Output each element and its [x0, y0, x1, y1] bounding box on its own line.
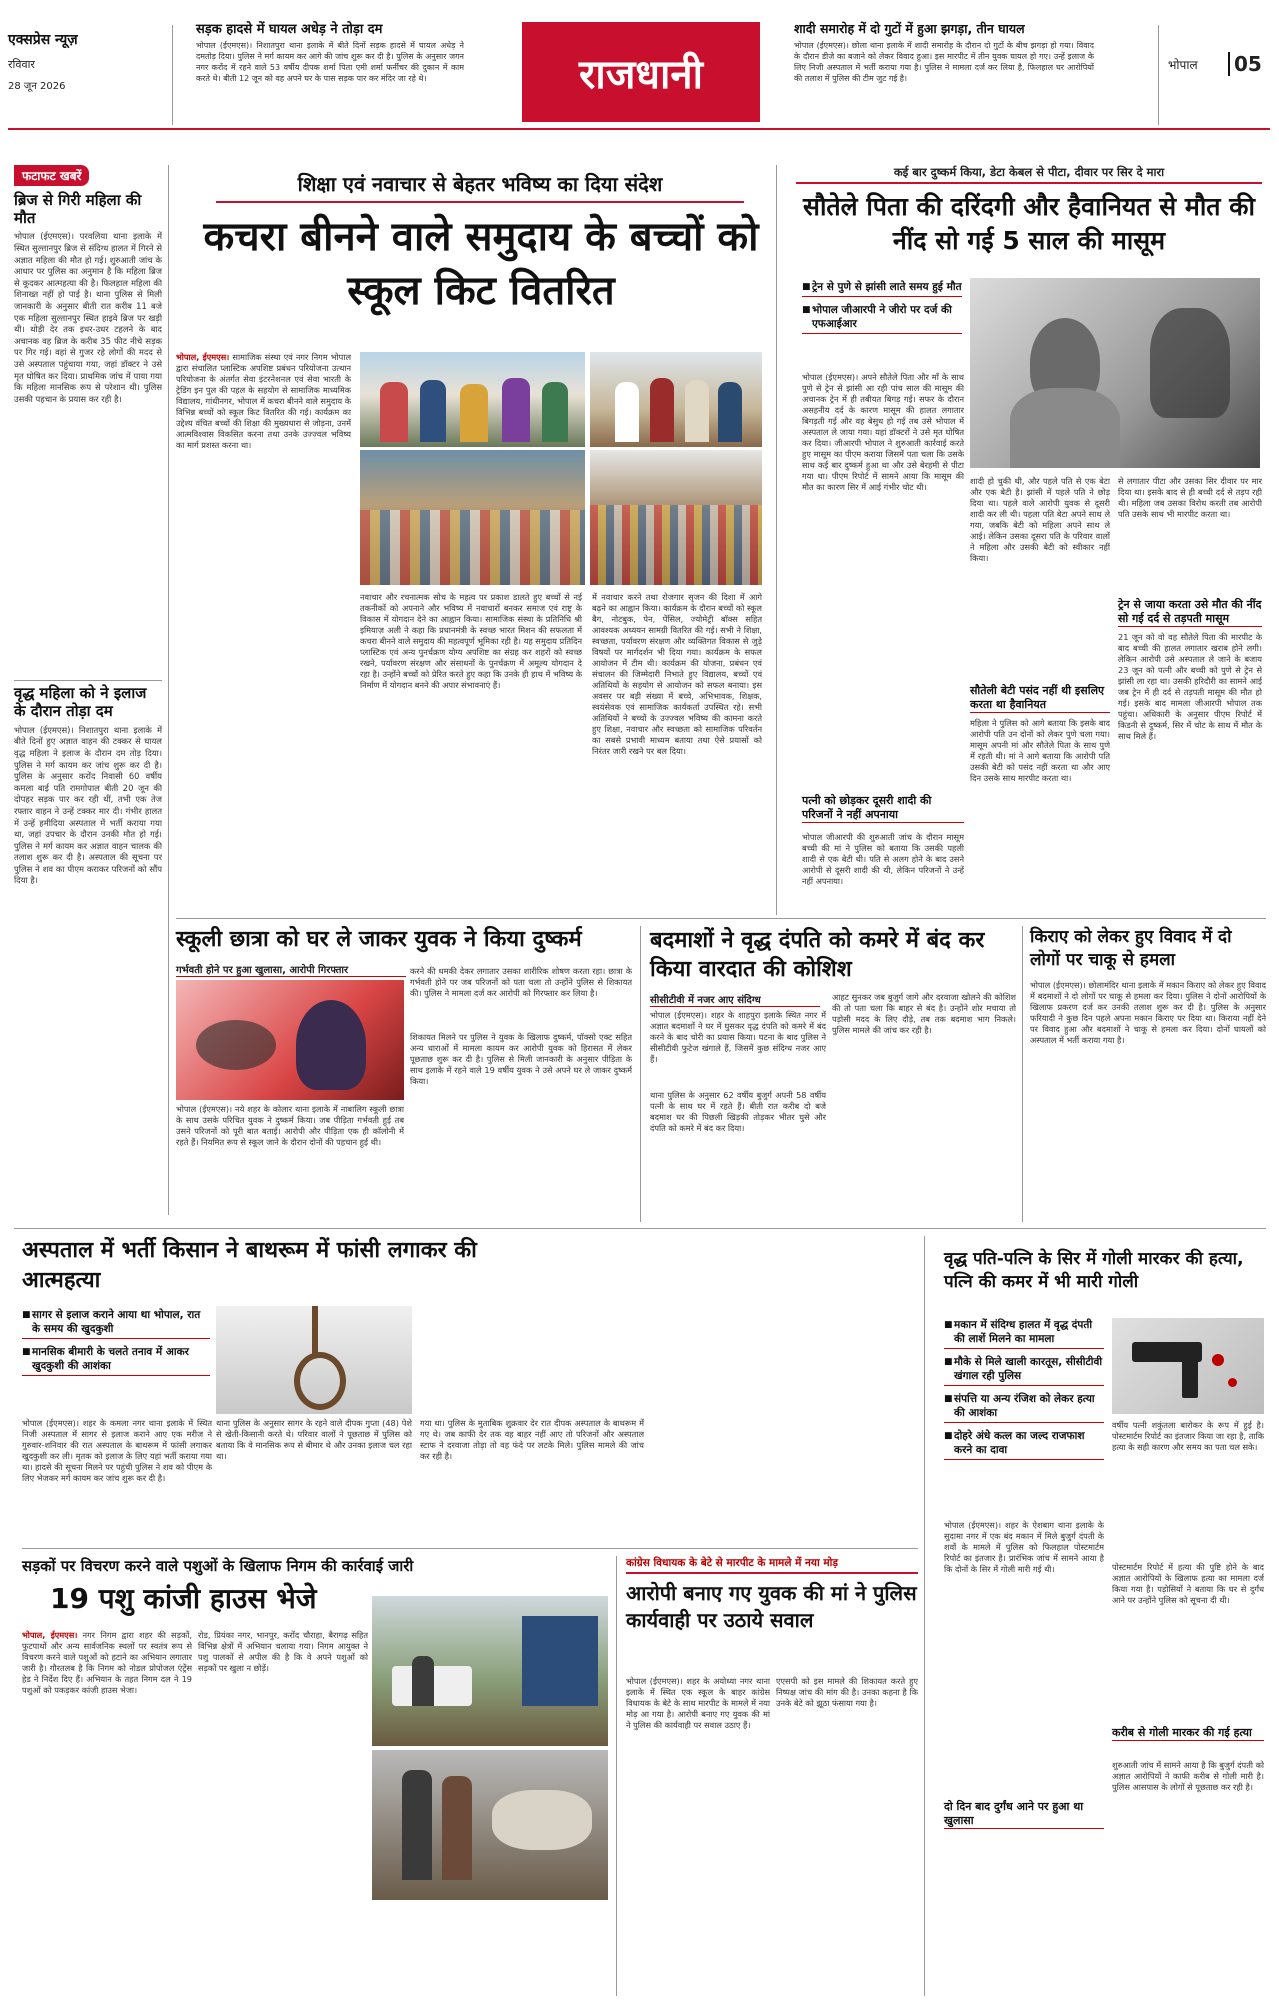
cattle-dateline: भोपाल, ईएमएस।: [22, 1630, 78, 1640]
cattle-photo-cow: [372, 1750, 608, 1900]
section-banner: [522, 22, 760, 122]
top-right-body: भोपाल (ईएमएस)। छोला थाना इलाके में शादी समारोह के दौरान दो गुटों के बीच झगड़ा हो गया। विवाद के दौरान डीजे का बजाने को लेकर विवाद हुआ। इस मारपीट में तीन युवक घायल हो गए। उन्हें इलाज के लिए निजी अस्पताल में भर्ती कराया गया है। पुलिस ने मामला दर्ज कर लिया है, फिलहाल घर आरोपियों की तलाश में पुलिस की टीम जुट गई है।: [794, 40, 1094, 83]
cattle-headline: सड़कों पर विचरण करने वाले पशुओं के खिलाफ निगम की कार्रवाई जारी: [22, 1557, 414, 1575]
student-body2: करने की धमकी देकर लगातार उसका शारीरिक शोषण करता रहा। छात्रा के गर्भवती होने पर जब परिजनों को पता चला तो उन्होंने पुलिस से शिकायत की। पुलिस ने मामला दर्ज कर आरोपी को गिरफ्तार कर लिया है।: [410, 966, 632, 998]
abuse-body3: भोपाल जीआरपी की शुरुआती जांच के दौरान मासूम बच्ची की मां ने पुलिस को बताया कि उसकी पहली शादी से एक बेटी थी। पति से अलग होने के बाद उसने आरोपी से दूसरी शादी की थी, लेकिन परिजनों ने उन्हें नहीं अपनाया।: [802, 832, 964, 886]
top-right-story: [794, 22, 1094, 122]
farmer-body1: भोपाल (ईएमएस)। शहर के कमला नगर थाना इलाके में स्थित निजी अस्पताल में सागर से इलाज कराने आए एक मरीज ने गुरुवार-शनिवार की रात अस्पताल के बाथरूम में फांसी लगाकर खुदकुशी कर ली। मृतक को इलाज के लिए यहां भर्ती कराया गया था। हादसे की सूचना मिलने पर पहुंची पुलिस ने शव को पीएम के लिए भेजकर मर्ग कायम कर जांच शुरू कर दी है।: [22, 1418, 212, 1483]
abuse-headline: सौतेले पिता की दरिंदगी और हैवानियत से मौत की नींद सो गई 5 साल की मासूम: [803, 192, 1255, 255]
lead-body-col2b: नवाचार और रचनात्मक सोच के महत्व पर प्रकाश डालते हुए बच्चों से नई तकनीकों को अपनाने और भविष्य में नवाचारों बनकर समाज एवं राष्ट्र के विकास में योगदान देने का आह्वान किया। सामाजिक संस्था के प्रतिनिधि श्री इमियाज़ अली ने कहा कि प्रधानमंत्री के स्वच्छ भारत मिशन की सफलता में कचरा बीनने वाले समुदाय की महत्वपूर्ण भूमिका रही है। यह समुदाय प्रतिदिन प्लास्टिक एवं अन्य पुनर्चक्रण योग्य अपशिष्ट का संग्रह कर शहरों को स्वच्छ रखने, पर्यावरण संरक्षण और संसाधनों के पुनर्चक्रण में अमूल्य योगदान दे रहा है। उन्होंने बच्चों को प्रेरित करते हुए कहा कि उनके ही हाथ में भविष्य के निर्माण में योगदान बनने की अपार संभावनाएं हैं।: [360, 592, 582, 690]
elderly-body2: थाना पुलिस के अनुसार 62 वर्षीय बुजुर्ग अपनी 58 वर्षीय पत्नी के साथ घर में रहते हैं। बीती रात करीब दो बजे बदमाश घर की पिछली खिड़की तोड़कर भीतर घुसे और दंपति को कमरे में बंद कर दिया।: [650, 1090, 826, 1133]
rent-body: भोपाल (ईएमएस)। छोलामंदिर थाना इलाके में मकान किराए को लेकर हुए विवाद में बदमाशों ने दो लोगों पर चाकू से हमला कर दिया। पुलिस ने दोनों आरोपियों के खिलाफ प्रकरण दर्ज कर उनकी तलाश शुरू कर दी है। पुलिस के अनुसार फरियादी ने कुछ दिन पहले अपना मकान किराए पर दिया था। किराया नहीं देने पर विवाद हुआ और बदमाशों ने चाकू से हमला कर दिया। दोनों घायलों को अस्पताल में भर्ती कराया गया है।: [1030, 980, 1266, 1045]
abuse-bullet-1: ■ ट्रेन से पुणे से झांसी लाते समय हुई मौत: [802, 280, 962, 297]
abuse-body7: 21 जून को वो वह सौतेले पिता की मारपीट के बाद बच्ची की हालत लगातार खराब होने लगी। लेकिन आरोपी उसे अस्पताल ले जाने के बजाय 23 जून को पत्नी और बच्ची को पुणे से ट्रेन से झांसी ला रहा था। उसकी हरिदौरी का सामने आई जब ट्रेन में ही दर्द से तड़पती मासूम की मौत हो गई। इसके बाद मामला जीआरपी भोपाल तक पहुंचा। अधिकारी के अनुसार पीएम रिपोर्ट में किडनी से दुष्कर्म, सिर में चोट के साथ में मौत के साथ मिले हैं।: [1118, 632, 1262, 741]
abuse-pull-3: ट्रेन से जाया करता उसे मौत की नींद सो गई दर्द से तड़पती मासूम: [1118, 598, 1262, 625]
cattle-body1: नगर निगम द्वारा शहर की सड़कों, फुटपाथों और अन्य सार्वजनिक स्थलों पर स्वतंत्र रूप से विचरण करने वाले पशुओं को हटाने का अभियान लगातार जारी है। गौरतलब है कि निगम को नोडल प्रोपोजल एंट्रेंस हेड ने निर्देश दिए हैं। अभियान के तहत निगम दल ने 19 पशुओं को पकड़कर कांजी हाउस भेजा।: [22, 1630, 192, 1695]
abuse-body5: शादी हो चुकी थी, और पहले पति से एक बेटा और एक बेटी है। झांसी में पहले पति ने छोड़ दिया था। पहले वाले आरोपी युवक से दूसरी शादी कर ली थी। पहला पति बेटा अपने साथ ले गया, जबकि बेटी को महिला अपने साथ ले आई। लेकिन उसका दूसरा पति के परिवार वालों ने महिला और उसकी बेटी को स्वीकार नहीं किया।: [970, 476, 1110, 563]
couple-bullet-1: ■ मकान में संदिग्ध हालत में वृद्ध दंपती की लाशें मिलने का मामला: [944, 1318, 1104, 1349]
top-left-body: भोपाल (ईएमएस)। निशातपुरा थाना इलाके में बीते दिनों सड़क हादसे में घायल अधेड़ ने दमतोड़ दिया। पुलिस ने मर्ग कायम कर आगे की जांच शुरू कर दी है। पुलिस के अनुसार जगन नगर करोंद में रहने वाले 53 वर्षीय दीपक शर्मा पिता एमी शर्मा फर्नीचर की दुकान में काम करते थे। बीती 12 जून को वह अपने घर के पास सड़क पार कर मंदिर जा रहे थे।: [196, 41, 464, 84]
elderly-kicker: सीसीटीवी में नजर आए संदिग्ध: [650, 992, 820, 1007]
farmer-photo-noose: [216, 1306, 412, 1414]
couple-pull-2: करीब से गोली मारकर की गई हत्या: [1112, 1726, 1264, 1741]
fatafat-story2-body: भोपाल (ईएमएस)। निशातपुरा थाना इलाके में बीते दिनों हुए अज्ञात वाहन की टक्कर से घायल वृद्ध महिला ने इलाज के दौरान दम तोड़ दिया। पुलिस ने मर्ग कायम कर जांच शुरू कर दी है। पुलिस के अनुसार करोंद निवासी 60 वर्षीय कमला बाई पति रामगोपाल बीती 20 जून की दोपहर सड़क पार कर रही थीं, तभी एक तेज रफ्तार वाहन ने उन्हें टक्कर मार दी। गंभीर हालत में उन्हें हमीदिया अस्पताल में भर्ती कराया गया था, जहां उपचार के दौरान उनकी मौत हो गई। पुलिस ने मर्ग कायम कर अज्ञात वाहन चालक की तलाश शुरू कर दी है। अस्पताल की सूचना पर पुलिस ने शव का पीएम कराकर परिजनों को सौंप दिया है।: [14, 724, 162, 886]
elderly-body3: आहट सुनकर जब बुजुर्ग जागे और दरवाजा खोलने की कोशिश की तो पता चला कि बाहर से बंद है। उन्होंने शोर मचाया तो पड़ोसी मदद के लिए दौड़े, तब तक बदमाश भाग निकले। पुलिस मामले की जांच कर रही है।: [832, 992, 1016, 1035]
couple-bullets: [944, 1318, 1104, 1466]
elderly-body1: भोपाल (ईएमएस)। शहर के शाहपुरा इलाके स्थित नगर में अज्ञात बदमाशों ने घर में घुसकर वृद्ध दंपति को कमरे में बंद करने के बाद चोरी का प्रयास किया। घटना के बाद पुलिस ने सीसीटीवी फुटेज खंगाले हैं, जिसमें कुछ संदिग्ध नजर आए हैं।: [650, 1010, 826, 1064]
section-title: राजधानी: [579, 51, 703, 98]
lead-photo-crowd: [590, 450, 762, 585]
lead-photo-stage: [590, 352, 762, 447]
cattle-subhead: 19 पशु कांजी हाउस भेजे: [50, 1582, 317, 1615]
lead-photo-group: [360, 352, 585, 447]
lead-body-col1: [176, 352, 351, 910]
couple-body1: भोपाल (ईएमएस)। शहर के ऐशबाग थाना इलाके के सुदामा नगर में एक बंद मकान में मिले बुजुर्ग दंपती के शवों के मामले में पुलिस को फिलहाल पोस्टमार्टम रिपोर्ट का इंतजार है। प्रारंभिक जांच में सामने आया है कि दोनों के सिर में गोली मारी गई थी।: [944, 1520, 1104, 1574]
farmer-body2: थाना पुलिस के अनुसार सागर के रहने वाले दीपक गुप्ता (48) पेशे से खेती-किसानी करते थे। परिवार वालों ने पूछताछ में पुलिस को बताया कि वे मानसिक रूप से बीमार थे और उनका इलाज चल रहा था।: [216, 1418, 412, 1461]
student-body1: भोपाल (ईएमएस)। नये शहर के कोलार थाना इलाके में नाबालिग स्कूली छात्रा के साथ उसके परिचित युवक ने दुष्कर्म किया। जब पीड़िता गर्भवती हुई तब उसने परिजनों को पूरी बात बताई। आरोपी और पीड़िता एक ही कॉलोनी में रहते हैं। नियमित रूप से स्कूल जाने के दौरान दोनों की पहचान हुई थी।: [176, 1104, 404, 1147]
couple-body4: शुरुआती जांच में सामने आया है कि बुजुर्ग दंपती को अज्ञात आरोपियों ने काफी करीब से गोली मारी है। पुलिस आसपास के लोगों से पूछताछ कर रही है।: [1112, 1760, 1264, 1792]
abuse-photo: [970, 278, 1260, 468]
lead-dateline: भोपाल, ईएमएस।: [176, 352, 230, 362]
student-headline: स्कूली छात्रा को घर ले जाकर युवक ने किया दुष्कर्म: [176, 927, 582, 952]
brand-name: एक्सप्रेस न्यूज़: [8, 32, 78, 48]
accused-body2: एएसपी को इस मामले की शिकायत करते हुए निष्पक्ष जांच की मांग की है। उनका कहना है कि उनके बेटे को झूठा फंसाया गया है।: [776, 1676, 918, 1708]
abuse-body6: से लगातार पीटा और उसका सिर दीवार पर मार दिया था। इसके बाद से ही बच्ची दर्द से तड़प रही थी। महिला जब उसका विरोध करती तब आरोपी पति उसके साथ भी मारपीट करता था।: [1118, 476, 1262, 519]
fatafat-label: फटाफट खबरें: [14, 165, 89, 186]
farmer-bullets: [22, 1308, 210, 1382]
top-right-headline: शादी समारोह में दो गुटों में हुआ झगड़ा, तीन घायल: [794, 21, 1025, 36]
lead-headline: कचरा बीनने वाले समुदाय के बच्चों को स्कूल किट वितरित: [203, 214, 759, 314]
couple-pull-1: दो दिन बाद दुर्गंध आने पर हुआ था खुलासा: [944, 1800, 1104, 1829]
elderly-headline: बदमाशों ने वृद्ध दंपति को कमरे में बंद कर किया वारदात की कोशिश: [650, 928, 985, 982]
cattle-body2: रोड, प्रियंका नगर, भानपुर, करोंद चौराहा, बैरागढ़ सहित विभिन्न क्षेत्रों में अभियान चलाया गया। निगम आयुक्त ने पशु पालकों से अपील की है कि वे अपने पशुओं को सड़कों पर खुला न छोड़ें।: [198, 1630, 368, 1673]
student-photo: [176, 980, 404, 1100]
fatafat-column: [14, 165, 162, 1215]
couple-photo-gun: [1112, 1318, 1264, 1414]
cattle-photo-truck: [372, 1596, 608, 1746]
cattle-body-col1: [22, 1630, 192, 1996]
issue-day: रविवार: [8, 58, 35, 71]
student-kicker: गर्भवती होने पर हुआ खुलासा, आरोपी गिरफ्तार: [176, 962, 406, 977]
top-left-headline: सड़क हादसे में घायल अधेड़ ने तोड़ा दम: [196, 22, 383, 37]
farmer-body3: गया था। पुलिस के मुताबिक शुक्रवार देर रात दीपक अस्पताल के बाथरूम में गए थे। जब काफी देर तक वह बाहर नहीं आए तो परिजनों और अस्पताल स्टाफ ने दरवाजा तोड़ा तो वह फंदे पर लटके मिले। पुलिस मामले की जांच कर रही है।: [420, 1418, 644, 1461]
top-left-story: [196, 22, 464, 122]
farmer-headline: अस्पताल में भर्ती किसान ने बाथरूम में फांसी लगाकर की आत्महत्या: [22, 1238, 477, 1293]
abuse-bullet-2: ■ भोपाल जीआरपी ने जीरो पर दर्ज की एफआईआर: [802, 303, 962, 334]
abuse-pull-1: पत्नी को छोड़कर दूसरी शादी की परिजनों ने नहीं अपनाया: [802, 794, 964, 823]
city-label: भोपाल: [1168, 58, 1198, 72]
rent-headline: किराए को लेकर हुए विवाद में दो लोगों पर चाकू से हमला: [1030, 927, 1232, 970]
fatafat-story1-headline: ब्रिज से गिरी महिला की मौत: [14, 191, 142, 227]
accused-kicker: कांग्रेस विधायक के बेटे से मारपीट के मामले में नया मोड़: [626, 1556, 918, 1574]
abuse-body4: महिला ने पुलिस को आगे बताया कि इसके बाद आरोपी पति उन दोनों को लेकर पुणे चला गया। मासूम अपनी मां और सौतेले पिता के साथ पुणे में रहती थी। मां ने आगे बताया कि आरोपी पति उसकी बेटी को पसंद नहीं करता था और आए दिन उसके साथ मारपीट करता था।: [970, 718, 1110, 783]
farmer-bullet-1: ■ सागर से इलाज कराने आया था भोपाल, रात के समय की खुदकुशी: [22, 1308, 210, 1339]
lead-body-col3: में नवाचार करने तथा रोजगार सृजन की दिशा में आगे बढ़ने का आह्वान किया। कार्यक्रम के दौरान बच्चों को स्कूल बैग, नोटबुक, पेन, पेंसिल, ज्योमेट्री बॉक्स सहित आवश्यक अध्ययन सामग्री वितरित की गई। सभी ने शिक्षा, स्वच्छता, पर्यावरण संरक्षण और व्यक्तिगत विकास से जुड़े विषयों पर मार्गदर्शन भी दिया गया। कार्यक्रम के सफल आयोजन में टीम थी। कार्यक्रम की योजना, प्रबंधन एवं संचालन की जिम्मेदारी निभाते हुए विद्यालय, बच्चों एवं अतिथियों के सहयोग से आयोजन को सफल बनाया। इस अवसर पर बड़ी संख्या में बच्चे, अभिभावक, शिक्षक, स्वयंसेवक एवं सामाजिक कार्यकर्ता उपस्थित रहे। सभी अतिथियों ने बच्चों के उज्ज्वल भविष्य की कामना करते हुए शिक्षा, नवाचार और स्वच्छता को सामाजिक परिवर्तन का सबसे प्रभावी माध्यम बताया तथा ऐसे प्रयासों को निरंतर जारी रखने पर बल दिया।: [592, 592, 762, 756]
couple-headline: वृद्ध पति-पत्नि के सिर में गोली मारकर की हत्या, पत्नि की कमर में भी मारी गोली: [944, 1249, 1244, 1292]
masthead-left: [8, 30, 148, 120]
student-body3: शिकायत मिलने पर पुलिस ने युवक के खिलाफ दुष्कर्म, पॉक्सो एक्ट सहित अन्य धाराओं में मामला कायम कर आरोपी युवक को हिरासत में लेकर पूछताछ शुरू कर दी है। पुलिस से मिली जानकारी के अनुसार पीड़िता के साथ इलाके में रहने वाले 19 वर्षीय युवक ने उसे अपने घर ले जाकर दुष्कर्म किया।: [410, 1032, 632, 1086]
couple-bullet-3: ■ संपत्ति या अन्य रंजिश को लेकर हत्या की आशंका: [944, 1392, 1104, 1423]
issue-date: 28 जून 2026: [8, 81, 66, 92]
lead-photo-children: [360, 450, 585, 585]
lead-body1: सामाजिक संस्था एवं नगर निगम भोपाल द्वारा संचालित प्लास्टिक अपशिष्ट प्रबंधन परियोजना उत्थान परियोजना के अंतर्गत सेवा इंटरनेशनल एवं सेवा भारती के ट्रेडिंग इन पुल की पहल के सहयोग से सामाजिक माध्यमिक विद्यालय, गांधीनगर, भोपाल में कचरा बीनने वाले समुदाय के विभिन्न बच्चों को स्कूल किट वितरित की गई। कार्यक्रम का उद्देश्य वंचित बच्चों की शिक्षा की मुख्यधारा से जोड़ना, उनमें आत्मविश्वास विकसित करना तथा उनके उज्ज्वल भविष्य का मार्ग प्रशस्त करना था।: [176, 352, 351, 450]
abuse-pull-2: सौतेली बेटी पसंद नहीं थी इसलिए करता था हैवानियत: [970, 684, 1110, 713]
couple-bullet-2: ■ मौके से मिले खाली कारतूस, सीसीटीवी खंगाल रही पुलिस: [944, 1355, 1104, 1386]
page-number: 05: [1228, 52, 1262, 76]
fatafat-story1-body: भोपाल (ईएमएस)। परवलिया थाना इलाके में स्थित सुल्तानपुर ब्रिज से संदिग्ध हालत में गिरने से अज्ञात महिला की मौत हो गई। शुरुआती जांच के आधार पर पुलिस का अनुमान है कि महिला ब्रिज से कूदकर आत्महत्या की है। फिलहाल महिला की शिनाख्त नहीं हो पाई है। थाना पुलिस से मिली जानकारी के अनुसार बीती रात करीब 11 बजे एक महिला सुल्तानपुर स्थित हाइवे ब्रिज पर खड़ी थी। थोड़ी देर तक इधर-उधर टहलने के बाद अचानक वह ब्रिज के करीब 35 फीट नीचे सड़क पर गिर गई। वहां से गुजर रहे लोगों की मदद से उसे अस्पताल पहुंचाया गया, जहां डॉक्टर ने उसे मृत घोषित कर दिया। प्राथमिक जांच में पाया गया कि महिला मानसिक रूप से परेशान थी। पुलिस उसकी पहचान के प्रयास कर रही है।: [14, 231, 162, 404]
couple-body3: पोस्टमार्टम रिपोर्ट में हत्या की पुष्टि होने के बाद अज्ञात आरोपियों के खिलाफ हत्या का मामला दर्ज किया गया है। पड़ोसियों ने बताया कि घर से दुर्गंध आने पर उन्होंने पुलिस को सूचना दी थी।: [1112, 1562, 1264, 1605]
abuse-kicker: कई बार दुष्कर्म किया, डेटा केबल से पीटा, दीवार पर सिर दे मारा: [796, 165, 1262, 184]
couple-body2: वर्षीय पत्नी शकुंतला बारोकर के रूप में हुई है। पोस्टमार्टम रिपोर्ट का इंतजार किया जा रहा है, ताकि हत्या के सही कारण और समय का पता चल सके।: [1112, 1420, 1264, 1452]
abuse-body1: भोपाल (ईएमएस)। अपने सौतेले पिता और माँ के साथ पुणे से ट्रेन से झांसी आ रही पांच साल की मासूम की अचानक ट्रेन में ही तबीयत बिगड़ गई। सफर के दौरान असहनीय दर्द के कारण मासूम की हालत लगातार बिगड़ती गई और वह बेसुध हो गई तब उसे भोपाल में अस्पताल ले जाया गया। यहां डॉक्टरों ने उसे मृत घोषित कर दिया। जीआरपी भोपाल ने शुरुआती कार्रवाई करते हुए मासूम का पीएम कराया जिसमें पता चला कि उसके साथ कई बार दुष्कर्म हुआ था और उसे बेरहमी से पीटा गया था। पीएम रिपोर्ट में सामने आया कि मासूम की मौत का कारण सिर में आई गंभीर चोट थी।: [802, 372, 964, 492]
accused-headline: आरोपी बनाए गए युवक की मां ने पुलिस कार्यवाही पर उठाये सवाल: [626, 1581, 917, 1632]
farmer-bullet-2: ■ मानसिक बीमारी के चलते तनाव में आकर खुदकुशी की आशंका: [22, 1345, 210, 1376]
lead-kicker: शिक्षा एवं नवाचार से बेहतर भविष्य का दिया संदेश: [216, 170, 744, 203]
abuse-bullets: [802, 280, 962, 340]
fatafat-story2-headline: वृद्ध महिला को ने इलाज के दौरान तोड़ा दम: [14, 684, 147, 721]
accused-body1: भोपाल (ईएमएस)। शहर के अयोध्या नगर थाना इलाके में स्थित एक स्कूल के बाहर कांग्रेस विधायक के बेटे के साथ मारपीट के मामले में नया मोड़ आ गया है। आरोपी बनाए गए युवक की मां ने पुलिस की कार्यवाही पर सवाल उठाए हैं।: [626, 1676, 770, 1730]
couple-bullet-4: ■ दोहरे अंधे कत्ल का जल्द राजफाश करने का दावा: [944, 1429, 1104, 1460]
